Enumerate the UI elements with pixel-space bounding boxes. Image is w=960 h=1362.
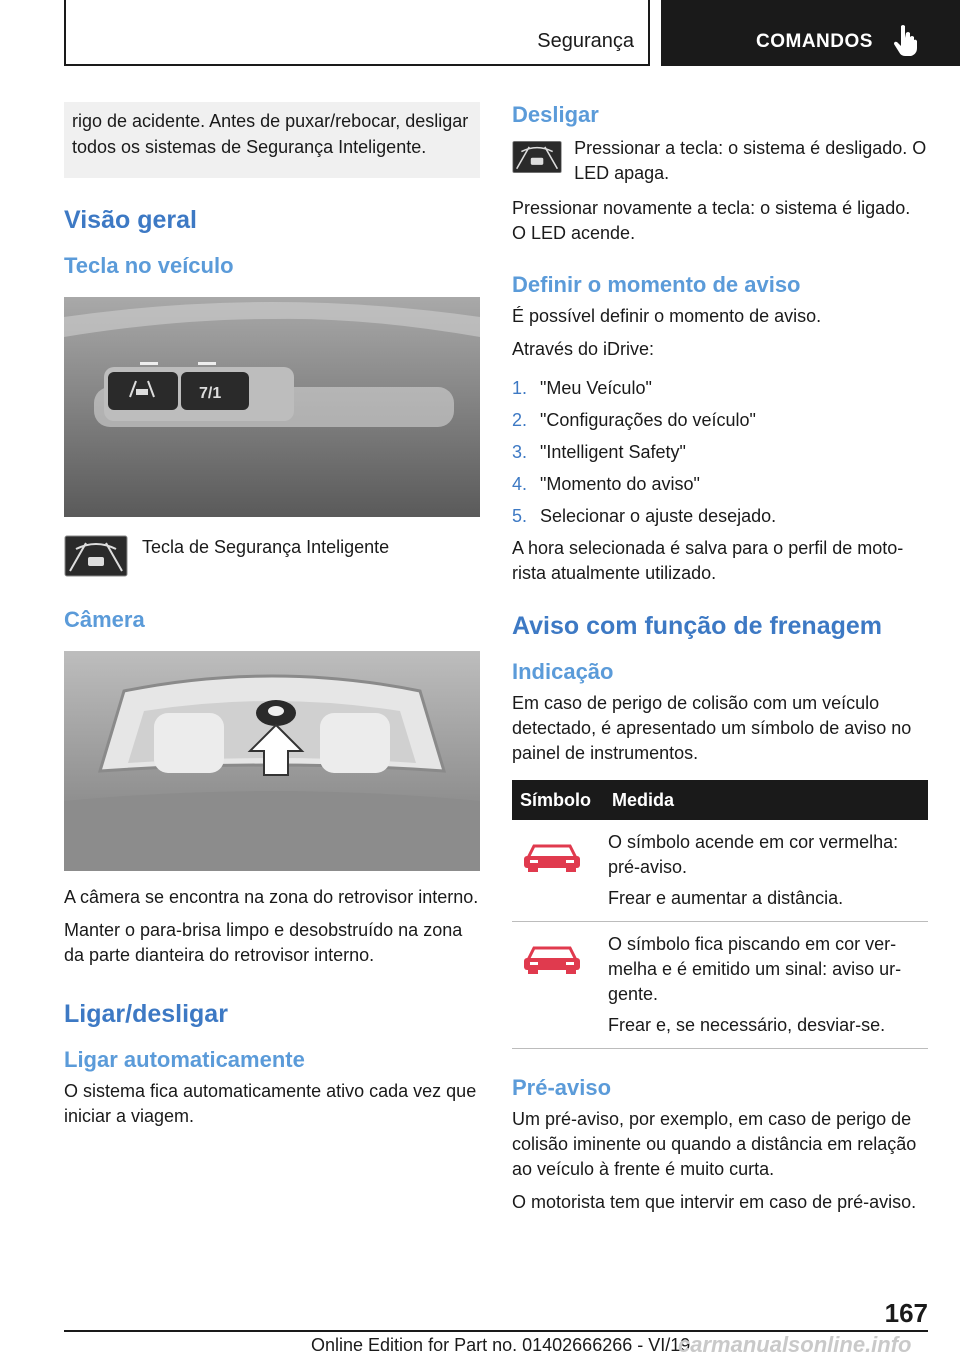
table-row	[512, 820, 928, 922]
row-1-text-2: Frear e aumentar a distância.	[608, 888, 844, 908]
svg-text:7/1: 7/1	[199, 385, 222, 402]
list-item: 1. "Meu Veículo"	[512, 378, 652, 398]
warning-note-text: rigo de acidente. Antes de puxar/rebocar, desligar todos os sistemas de Segurança Inteligente.	[72, 111, 469, 157]
key-heading: Tecla no veículo	[64, 253, 234, 278]
camera-text-1: A câmera se encontra na zona do retrovisor interno.	[64, 887, 479, 907]
row-2-text-1: O símbolo fica piscando em cor vermelha e é emitido um sinal: aviso urgente.	[608, 934, 902, 1004]
chapter-tab	[661, 0, 960, 66]
red-car-warning-icon	[522, 944, 582, 976]
watermark: carmanualsonline.info	[678, 1332, 912, 1357]
left-column	[64, 102, 480, 1129]
onoff-heading: Ligar/desligar	[64, 1000, 228, 1028]
right-column	[512, 102, 928, 1215]
camera-heading: Câmera	[64, 607, 145, 632]
off-heading: Desligar	[512, 102, 599, 127]
hand-pointer-icon	[893, 24, 921, 56]
pre-warning-text-2: O motorista tem que intervir em caso de pré-aviso.	[512, 1192, 917, 1212]
list-item: 2. "Configurações do veículo"	[512, 410, 756, 430]
timing-text-1: É possível definir o momento de aviso.	[512, 306, 822, 326]
pre-warning-text-1: Um pré-aviso, por exemplo, em caso de perigo de colisão iminente ou quando a distância em relação ao veículo à frente é muito curta.	[512, 1109, 917, 1179]
safety-key-icon	[512, 136, 562, 178]
warning-note	[64, 102, 480, 178]
col-symbol: Símbolo	[512, 780, 608, 820]
section-title: Segurança	[537, 30, 634, 52]
safety-key-icon	[64, 535, 128, 577]
symbol-table	[512, 780, 928, 1049]
edition-text: Online Edition for Part no. 01402666266 - VI/19	[311, 1335, 691, 1355]
list-item: 4. "Momento do aviso"	[512, 474, 700, 494]
overview-heading: Visão geral	[64, 206, 197, 234]
chapter-label: COMANDOS	[756, 31, 873, 52]
timing-text-3: A hora selecionada é salva para o perfil de motorista atualmente utilizado.	[512, 538, 904, 583]
camera-photo	[64, 651, 480, 871]
brake-heading: Aviso com função de frenagem	[512, 612, 882, 640]
row-1-text-1: O símbolo acende em cor vermelha: pré-aviso.	[608, 832, 899, 877]
red-car-warning-icon	[522, 842, 582, 874]
key-caption: Tecla de Segurança Inteligente	[142, 537, 390, 557]
row-2-text-2: Frear e, se necessário, desviar-se.	[608, 1015, 886, 1035]
auto-heading: Ligar automaticamente	[64, 1047, 305, 1072]
list-item: 5. Selecionar o ajuste desejado.	[512, 506, 777, 526]
key-photo	[64, 297, 480, 517]
camera-text-2: Manter o para-brisa limpo e desobstruído na zona da parte dianteira do retrovisor interno.	[64, 920, 463, 965]
off-text-1: Pressionar a tecla: o sistema é desligado. O LED apaga.	[574, 138, 927, 183]
indication-text: Em caso de perigo de colisão com um veículo detectado, é apresentado um símbolo de aviso no painel de instrumentos.	[512, 693, 912, 763]
pre-warning-heading: Pré-aviso	[512, 1075, 612, 1100]
auto-text: O sistema fica automaticamente ativo cada vez que iniciar a viagem.	[64, 1081, 477, 1126]
off-row	[512, 136, 928, 186]
table-row	[512, 922, 928, 1049]
header-section-box	[64, 0, 650, 66]
col-action: Medida	[608, 780, 928, 820]
indication-heading: Indicação	[512, 659, 614, 684]
key-caption-row	[64, 535, 480, 577]
steps-list	[512, 376, 928, 529]
page-number: 167	[884, 1298, 928, 1328]
timing-text-2: Através do iDrive:	[512, 339, 655, 359]
timing-heading: Definir o momento de aviso	[512, 272, 801, 297]
list-item: 3. "Intelligent Safety"	[512, 442, 686, 462]
off-text-2: Pressionar novamente a tecla: o sistema é ligado. O LED acende.	[512, 198, 911, 243]
